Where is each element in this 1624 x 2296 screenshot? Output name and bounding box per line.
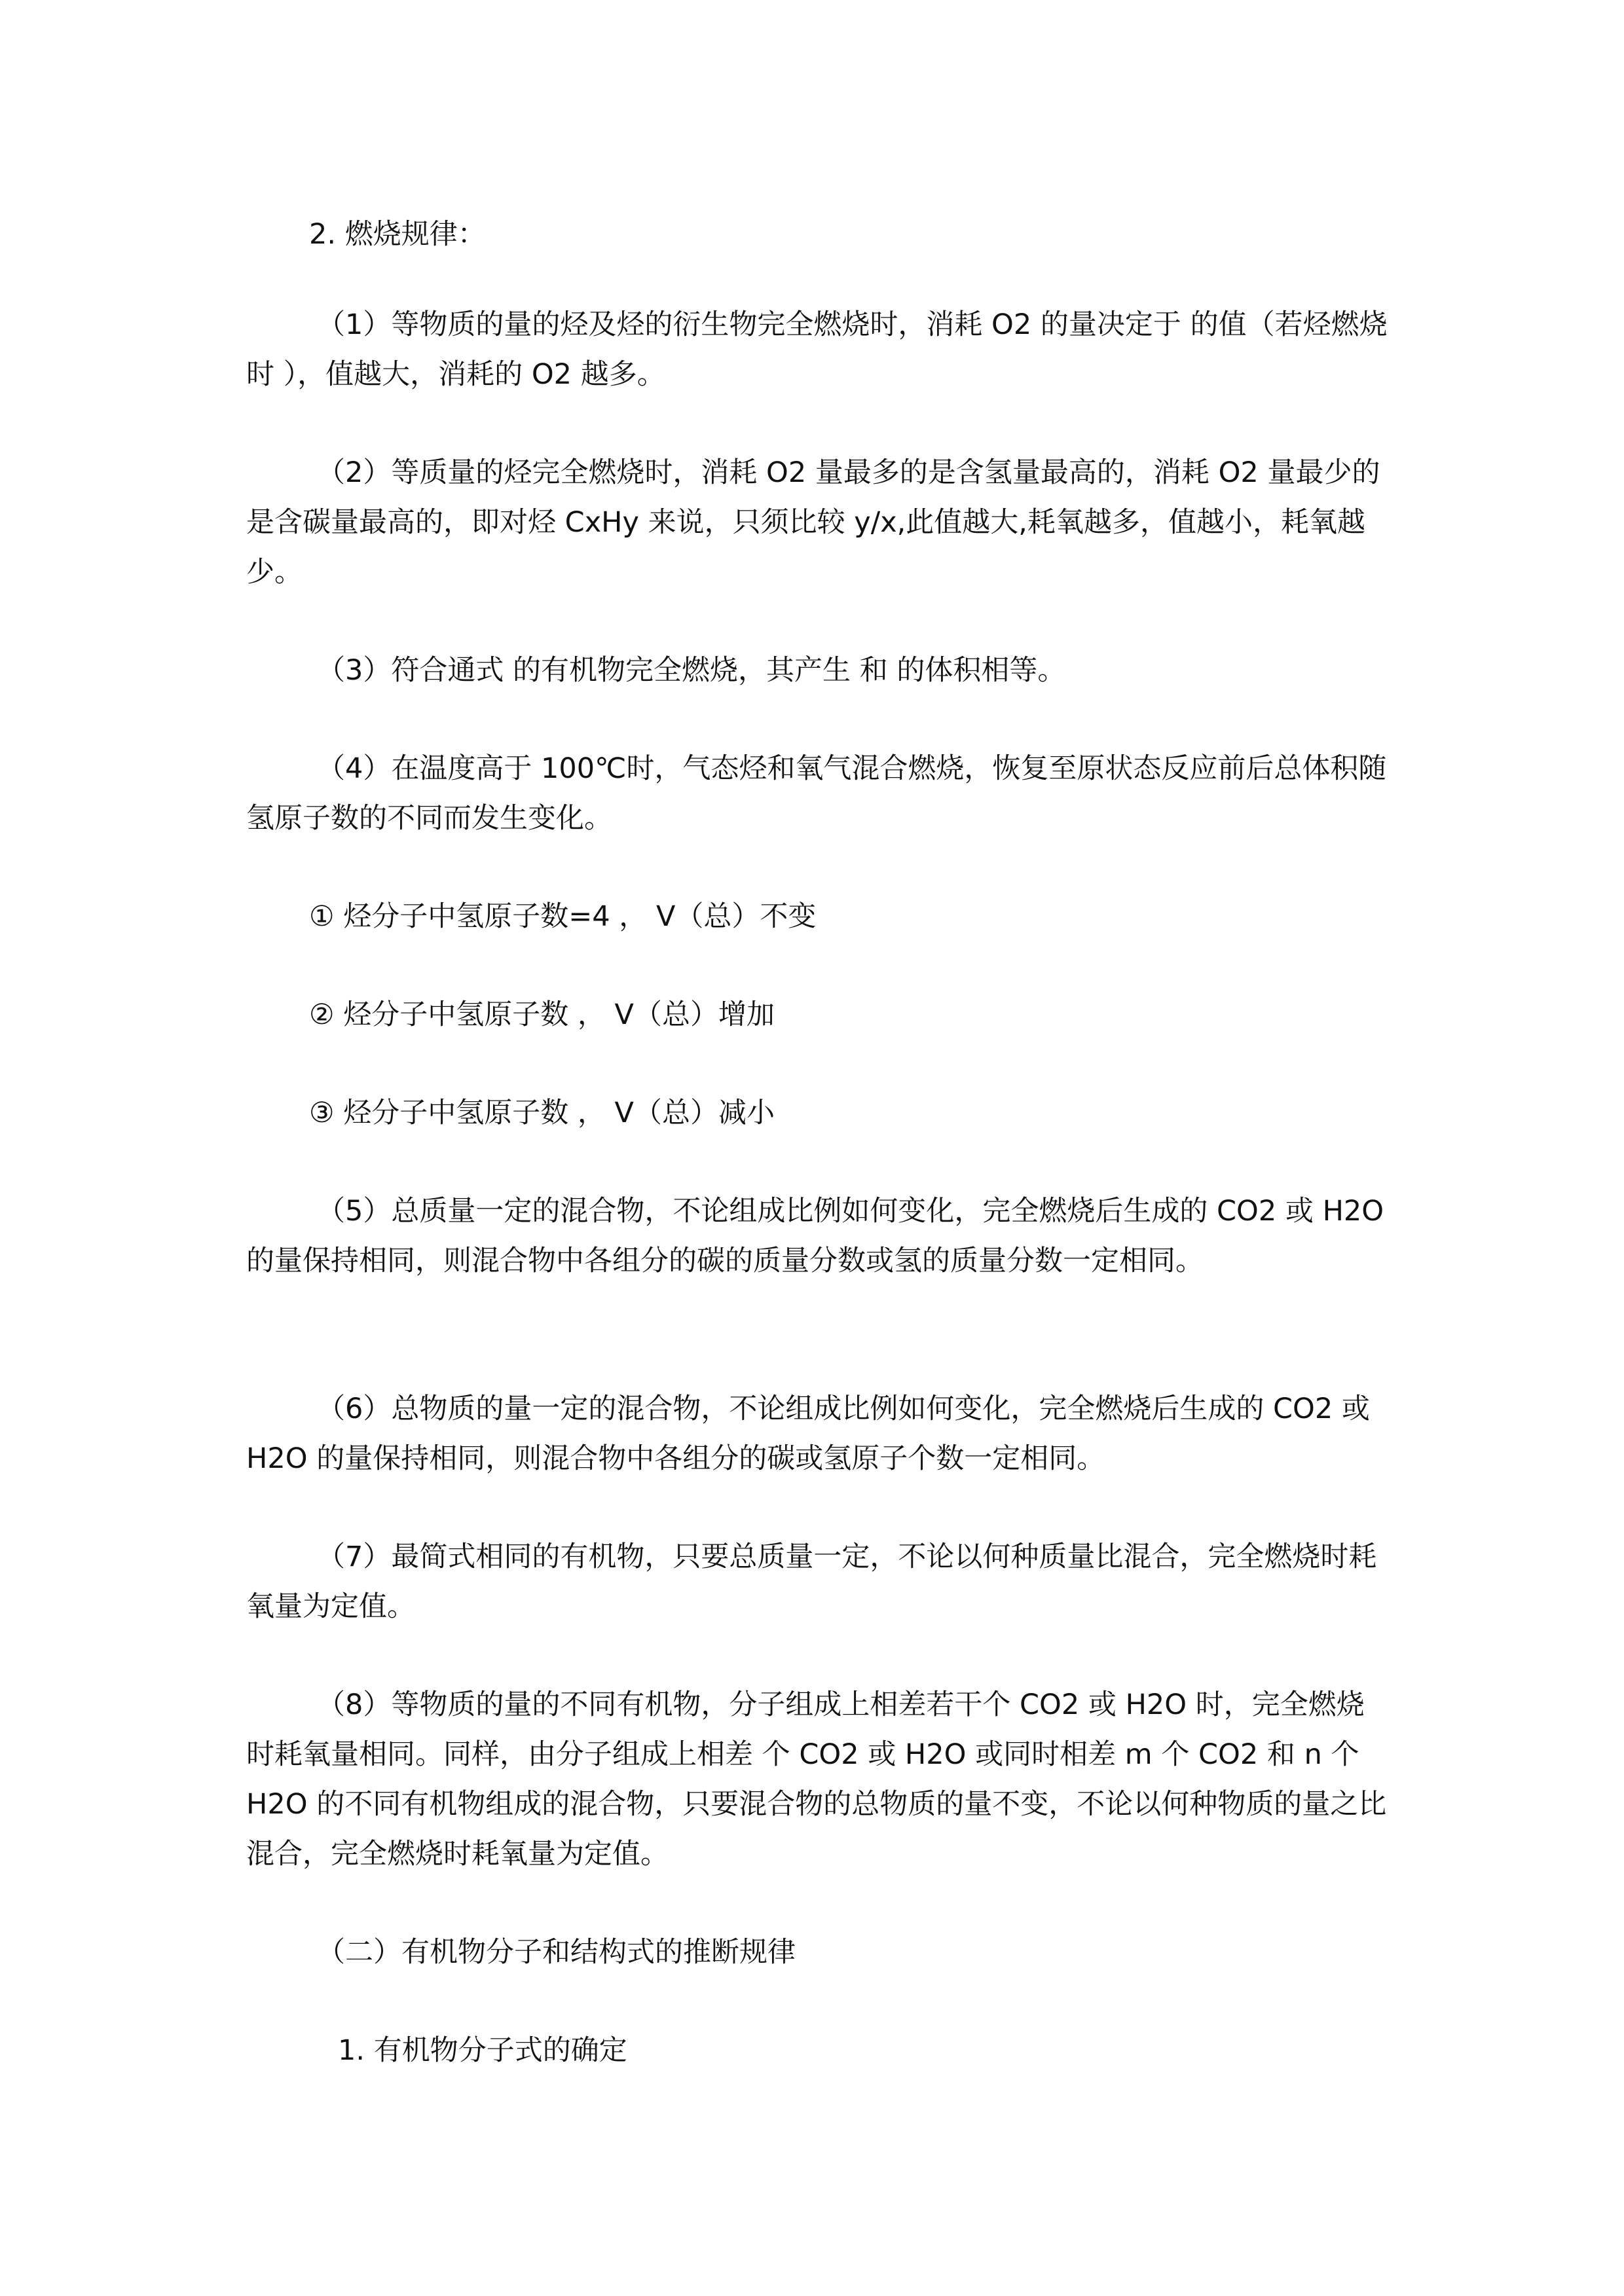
- paragraph-rule-3: （3）符合通式 的有机物完全燃烧，其产生 和 的体积相等。: [317, 654, 1066, 687]
- paragraph-rule-5: （5）总质量一定的混合物，不论组成比例如何变化，完全燃烧后生成的 CO2 或 H2O 的量保持相同，则混合物中各组分的碳的质量分数或氢的质量分数一定相同。: [246, 1195, 1384, 1277]
- document-page: [246, 0, 1389, 2296]
- list-item-hydrogen-less: ③ 烃分子中氢原子数 ， V（总）减小: [309, 1097, 775, 1129]
- paragraph-rule-7: （7）最简式相同的有机物，只要总质量一定，不论以何种质量比混合，完全燃烧时耗氧量为定值。: [246, 1540, 1377, 1623]
- paragraph-rule-2: （2）等质量的烃完全燃烧时，消耗 O2 量最多的是含氢量最高的，消耗 O2 量最少的是含碳量最高的，即对烃 CxHy 来说，只须比较 y/x,此值越大,耗氧越多，值越小，耗氧越少。: [246, 456, 1380, 589]
- paragraph-rule-8: （8）等物质的量的不同有机物，分子组成上相差若干个 CO2 或 H2O 时，完全燃烧时耗氧量相同。同样，由分子组成上相差 个 CO2 或 H2O 或同时相差 m 个 CO2 和 n 个 H2O 的不同有机物组成的混合物，只要混合物的总物质的量不变，不论以何种物质的量之比混合，完全燃烧时耗氧量为定值。: [246, 1688, 1387, 1870]
- paragraph-rule-4: （4）在温度高于 100℃时，气态烃和氧气混合燃烧，恢复至原状态反应前后总体积随氢原子数的不同而发生变化。: [246, 752, 1387, 835]
- subsection-heading-molecular-formula: 1. 有机物分子式的确定: [338, 2034, 627, 2067]
- list-item-hydrogen-more: ② 烃分子中氢原子数 ， V（总）增加: [309, 998, 775, 1031]
- paragraph-rule-6: （6）总物质的量一定的混合物，不论组成比例如何变化，完全燃烧后生成的 CO2 或 H2O 的量保持相同，则混合物中各组分的碳或氢原子个数一定相同。: [246, 1393, 1370, 1475]
- list-item-hydrogen-4: ① 烃分子中氢原子数=4 ， V（总）不变: [309, 900, 817, 933]
- paragraph-rule-1: （1）等物质的量的烃及烃的衍生物完全燃烧时，消耗 O2 的量决定于 的值（若烃燃烧时 ），值越大，消耗的 O2 越多。: [246, 308, 1388, 391]
- section-heading-combustion-rules: 2. 燃烧规律：: [309, 218, 486, 251]
- section-heading-structure-rules: （二）有机物分子和结构式的推断规律: [317, 1936, 796, 1969]
